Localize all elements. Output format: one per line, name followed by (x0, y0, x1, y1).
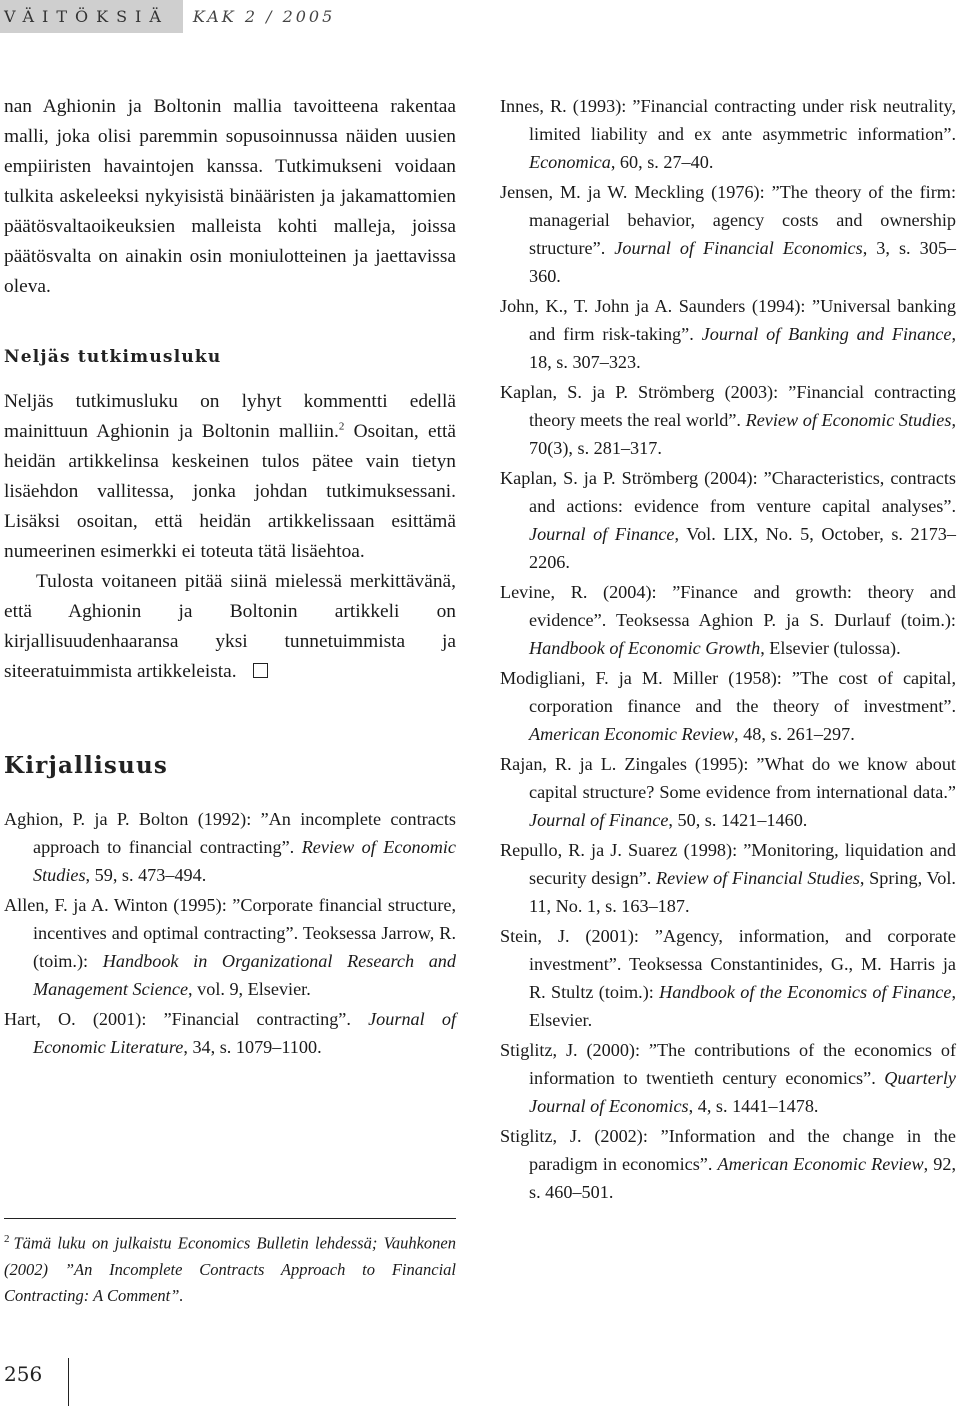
page-number: 256 (4, 1362, 43, 1386)
section-label: VÄITÖKSIÄ (0, 0, 183, 33)
ref-source: Journal of Finance (529, 810, 669, 830)
ref-details: , Spring, Vol. 11, No. 1, s. 163–187. (529, 868, 956, 916)
ref-text: Repullo, R. ja J. Suarez (1998): ”Monitoring, liquidation and security design”. (500, 840, 956, 888)
reference-item (500, 836, 956, 920)
paragraph-3 (4, 567, 456, 687)
ref-source: Review of Economic Studies (745, 410, 952, 430)
right-column (500, 92, 956, 1208)
ref-text: Allen, F. ja A. Winton (1995): ”Corporate financial structure, incentives and optimal contracting”. Teoksessa Jarrow, R. (toim.): (4, 895, 456, 971)
end-of-article-square-icon (253, 663, 268, 678)
ref-text: Hart, O. (2001): ”Financial contracting”. (4, 1009, 369, 1029)
paragraph-2 (4, 387, 456, 567)
ref-source: American Economic Review (529, 724, 735, 744)
paragraph-2-start: Neljäs tutkimusluku on lyhyt kommentti edellä mainittuun Aghionin ja Boltonin malliin. (4, 391, 456, 442)
reference-item (500, 178, 956, 290)
reference-item (500, 578, 956, 662)
reference-item (4, 891, 456, 1003)
ref-text: Levine, R. (2004): ”Finance and growth: theory and evidence”. Teoksessa Aghion P. ja S. Durlauf (toim.): (500, 582, 956, 630)
footnote-rule (4, 1218, 456, 1219)
reference-item (500, 1122, 956, 1206)
ref-source: Journal of Financial Economics (614, 238, 863, 258)
footnote-number: 2 (4, 1233, 10, 1245)
ref-details: , 59, s. 473–494. (85, 865, 207, 885)
ref-details: , 4, s. 1441–1478. (688, 1096, 819, 1116)
reference-item (500, 750, 956, 834)
page-number-rule (68, 1358, 69, 1406)
ref-details: , 18, s. 307–323. (529, 324, 956, 372)
footnote-ref: 2 (338, 420, 345, 433)
ref-text: Stiglitz, J. (2002): ”Information and the change in the paradigm in economics”. (500, 1126, 956, 1174)
ref-source: Handbook in Organizational Research and Management Science (33, 951, 456, 999)
ref-details: , 50, s. 1421–1460. (668, 810, 808, 830)
ref-details: , Elsevier. (529, 982, 956, 1030)
footnote (4, 1226, 456, 1309)
ref-source: Journal of Banking and Finance (701, 324, 952, 344)
ref-source: Handbook of the Economics of Finance (659, 982, 952, 1002)
footnote-text: Tämä luku on julkaistu Economics Bulletin lehdessä; Vauhkonen (2002) ”An Incomplete Contracts Approach to Financial Contracting: A Comment”. (4, 1233, 456, 1305)
ref-details: , 60, s. 27–40. (610, 152, 714, 172)
ref-source: Review of Economic Studies (33, 837, 456, 885)
ref-source: Handbook of Economic Growth (529, 638, 761, 658)
ref-text: Kaplan, S. ja P. Strömberg (2004): ”Characteristics, contracts and actions: evidence from venture capital analyses”. (500, 468, 956, 516)
reference-item (500, 292, 956, 376)
reference-item (500, 922, 956, 1034)
paragraph-2-end: Osoitan, että heidän artikkelinsa keskeinen tulos pätee vain tietyn lisäehdon vallitessa, jonka johdan tutkimuksessani. Lisäksi osoitan, että heidän artikkelissaan esittämä numeerinen esimerkki ei toteuta tätä lisäehtoa. (4, 421, 456, 562)
ref-source: Journal of Economic Literature (33, 1009, 457, 1057)
ref-text: Rajan, R. ja L. Zingales (1995): ”What do we know about capital structure? Some evidence from international data.” (500, 754, 956, 802)
ref-source: Journal of Finance (529, 524, 675, 544)
reference-item (500, 664, 956, 748)
references-heading: Kirjallisuus (4, 752, 169, 779)
ref-source: Economica (529, 152, 611, 172)
reference-item (500, 464, 956, 576)
ref-details: , 70(3), s. 281–317. (529, 410, 956, 458)
running-header (0, 0, 960, 33)
ref-source: Review of Financial Studies (656, 868, 860, 888)
ref-details: , 34, s. 1079–1100. (183, 1037, 322, 1057)
ref-text: Stiglitz, J. (2000): ”The contributions of the economics of information to twentieth century economics”. (500, 1040, 956, 1088)
ref-details: , 92, s. 460–501. (529, 1154, 956, 1202)
reference-item (4, 1005, 456, 1061)
ref-details: , vol. 9, Elsevier. (188, 979, 311, 999)
section-heading: Neljäs tutkimusluku (4, 347, 222, 367)
ref-source: American Economic Review (717, 1154, 924, 1174)
ref-details: , 3, s. 305–360. (529, 238, 957, 286)
left-column (4, 92, 456, 1063)
ref-text: Kaplan, S. ja P. Strömberg (2003): ”Financial contracting theory meets the real world”. (500, 382, 956, 430)
reference-item (4, 805, 456, 889)
ref-text: Jensen, M. ja W. Meckling (1976): ”The theory of the firm: managerial behavior, agency costs and ownership structure”. (500, 182, 956, 258)
ref-text: Stein, J. (2001): ”Agency, information, and corporate investment”. Teoksessa Constantinides, G., M. Harris ja R. Stultz (toim.): (500, 926, 956, 1002)
paragraph-1: nan Aghionin ja Boltonin mallia tavoitteena rakentaa malli, joka olisi paremmin sopusoinnussa näiden uusien empiiristen havaintojen kanssa. Tutkimukseni voidaan tulkita askeleeksi nykyisistä binääristen ja jakamattomien päätösvaltaoikeuksien malleista kohti malleja, joissa päätösvalta on ainakin osin moniulotteinen ja jaettavissa oleva. (4, 96, 456, 297)
ref-details: , Elsevier (tulossa). (760, 638, 901, 658)
reference-list-right (500, 92, 956, 1206)
reference-item (500, 378, 956, 462)
ref-text: Aghion, P. ja P. Bolton (1992): ”An incomplete contracts approach to financial contracting”. (4, 809, 456, 857)
ref-text: Innes, R. (1993): ”Financial contracting under risk neutrality, limited liability and ex ante asymmetric information”. (500, 96, 956, 144)
issue-label: KAK 2 / 2005 (192, 7, 336, 26)
ref-text: John, K., T. John ja A. Saunders (1994): ”Universal banking and firm risk-taking”. (500, 296, 956, 344)
ref-details: , Vol. LIX, No. 5, October, s. 2173–2206. (529, 524, 956, 572)
reference-item (500, 92, 956, 176)
ref-text: Modigliani, F. ja M. Miller (1958): ”The cost of capital, corporation finance and the theory of investment”. (500, 668, 956, 716)
ref-source: Quarterly Journal of Economics (529, 1068, 956, 1116)
ref-details: , 48, s. 261–297. (734, 724, 855, 744)
reference-list-left (4, 805, 456, 1061)
reference-item (500, 1036, 956, 1120)
paragraph-3-text: Tulosta voitaneen pitää siinä mielessä merkittävänä, että Aghionin ja Boltonin artikkeli on kirjallisuudenhaaransa yksi tunnetuimmista ja siteeratuimmista artikkeleista. (4, 571, 456, 682)
